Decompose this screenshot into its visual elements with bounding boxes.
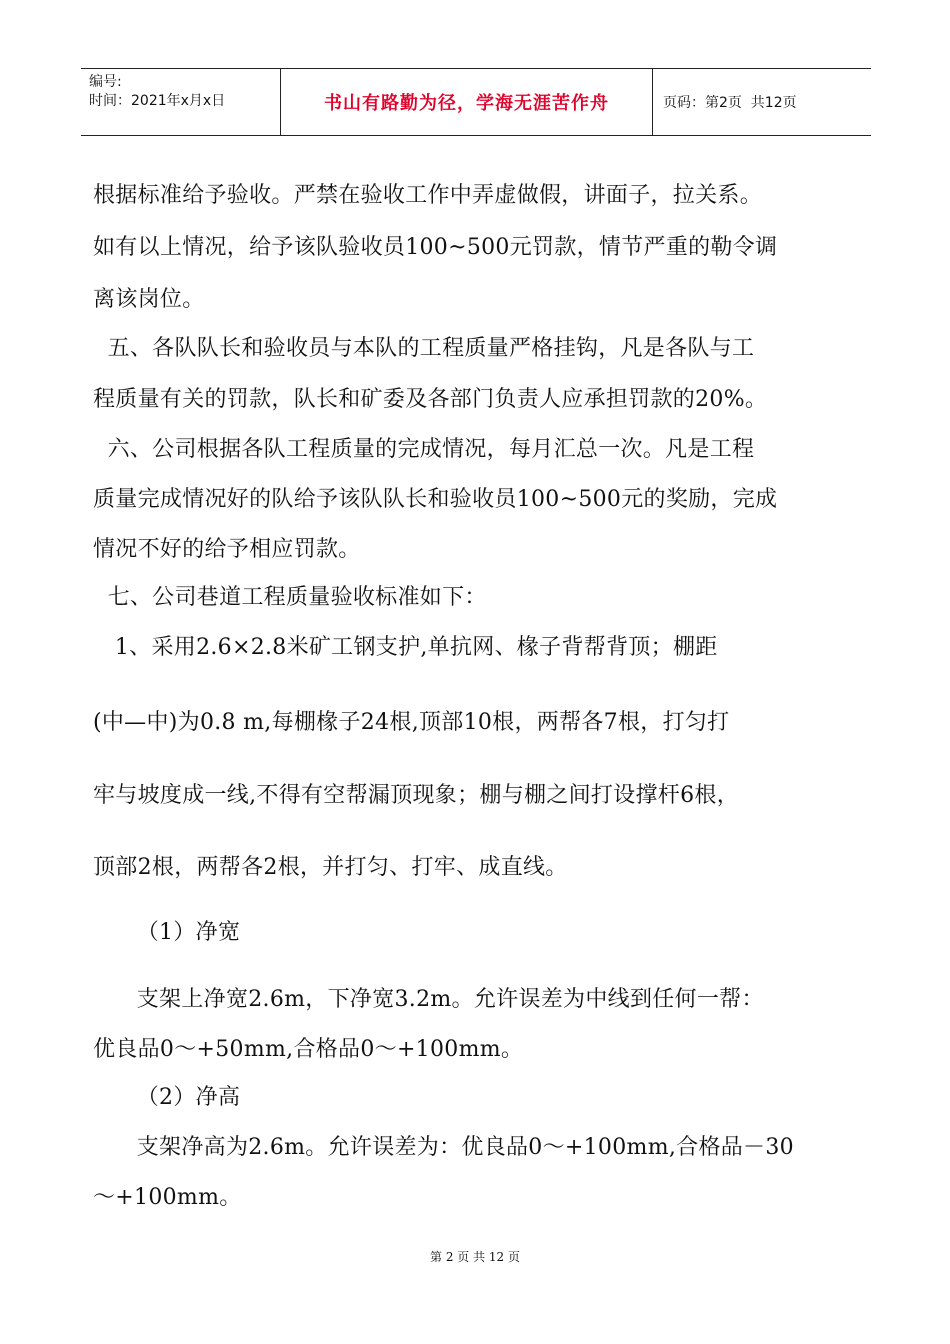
body-line: (中—中)为0.8 m,每棚椽子24根,顶部10根，两帮各7根，打匀打 (93, 710, 730, 735)
body-line: 质量完成情况好的队给予该队队长和验收员100~500元的奖励，完成 (93, 487, 778, 512)
header-left-cell (81, 69, 281, 135)
header-page-code: 页码：第2页 共12页 (663, 95, 797, 111)
body-line: 五、各队队长和验收员与本队的工程质量严格挂钩，凡是各队与工 (93, 336, 755, 361)
body-line: （1）净宽 (93, 920, 241, 945)
body-line: 离该岗位。 (93, 287, 205, 312)
body-line: 如有以上情况，给予该队验收员100~500元罚款，情节严重的勒令调 (93, 235, 778, 260)
header-motto: 书山有路勤为径，学海无涯苦作舟 (324, 93, 609, 114)
body-line: 六、公司根据各队工程质量的完成情况，每月汇总一次。凡是工程 (93, 437, 755, 462)
body-line: 1、采用2.6×2.8米矿工钢支护,单抗网、椽子背帮背顶；棚距 (93, 635, 718, 660)
body-line: 根据标准给予验收。严禁在验收工作中弄虚做假，讲面子，拉关系。 (93, 183, 763, 208)
header-page-cell (653, 69, 871, 135)
body-line: 支架净高为2.6m。允许误差为：优良品0～+100mm,合格品－30 (93, 1135, 794, 1160)
document-number-label: 编号: (89, 74, 122, 90)
header-table (81, 68, 871, 136)
document-date: 时间：2021年x月x日 (89, 93, 226, 109)
body-line: 顶部2根，两帮各2根，并打匀、打牢、成直线。 (93, 855, 568, 880)
page-footer: 第 2 页 共 12 页 (430, 1250, 520, 1264)
body-line: 优良品0～+50mm,合格品0～+100mm。 (93, 1037, 524, 1062)
body-line: 支架上净宽2.6m，下净宽3.2m。允许误差为中线到任何一帮： (93, 987, 764, 1012)
body-line: 情况不好的给予相应罚款。 (93, 537, 361, 562)
body-line: 七、公司巷道工程质量验收标准如下： (93, 585, 487, 610)
header-motto-cell (281, 69, 653, 135)
body-line: 牢与坡度成一线,不得有空帮漏顶现象；棚与棚之间打设撑杆6根， (93, 783, 739, 808)
body-line: （2）净高 (93, 1085, 241, 1110)
body-line: 程质量有关的罚款，队长和矿委及各部门负责人应承担罚款的20%。 (93, 387, 768, 412)
body-line: ～+100mm。 (93, 1185, 242, 1210)
